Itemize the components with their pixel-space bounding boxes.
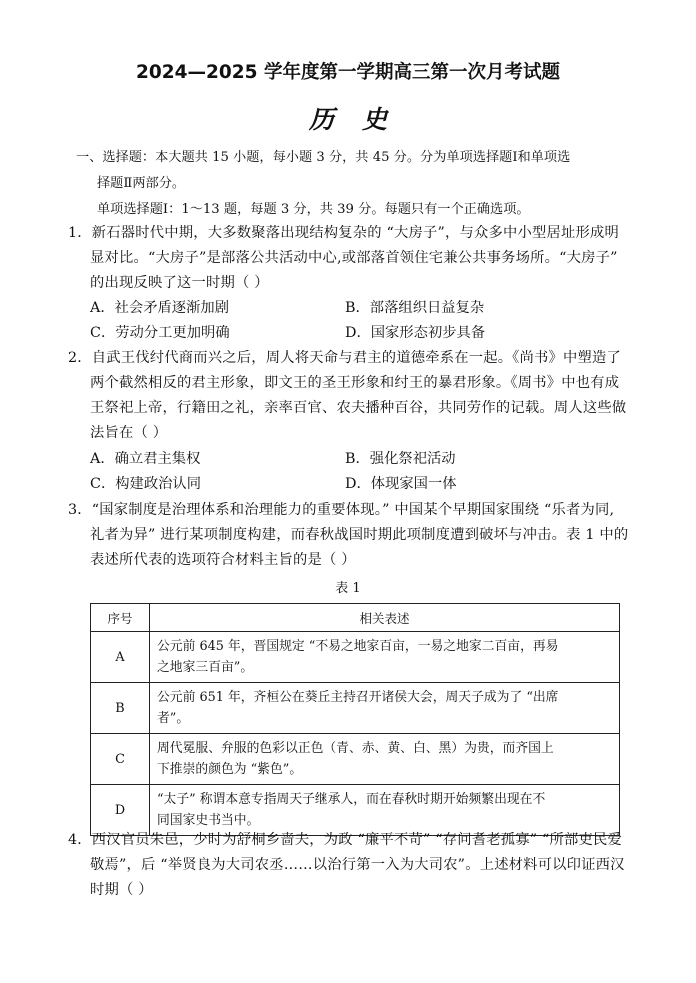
q2-option-d: D．体现家国一体: [345, 476, 457, 492]
q2-option-c: C．构建政治认同: [90, 476, 202, 492]
table-header-cell: 相关表述: [150, 604, 620, 632]
q1-option-d: D．国家形态初步具备: [345, 325, 486, 341]
table-header-row: [91, 604, 620, 632]
q1-line: 的出现反映了这一时期（ ）: [90, 275, 269, 291]
exam-title: 2024—2025 学年度第一学期高三第一次月考试题: [136, 62, 560, 83]
table-row: [91, 632, 620, 683]
q1-option-c: C．劳动分工更加明确: [90, 325, 230, 341]
table-header-cell: 序号: [91, 604, 150, 632]
section-heading: 一、选择题：本大题共 15 小题，每小题 3 分，共 45 分。分为单项选择题Ⅰ和单项选: [76, 150, 571, 165]
q4-line: 时期（ ）: [90, 882, 153, 898]
q2-line: 2．自武王伐纣代商而兴之后，周人将天命与君主的道德牵系在一起。《尚书》中塑造了: [68, 350, 622, 366]
table-row-key: B: [91, 683, 150, 734]
q2-option-a: A．确立君主集权: [90, 451, 201, 467]
table-row-text: [150, 785, 620, 836]
sub-heading: 单项选择题Ⅰ：1～13 题，每题 3 分，共 39 分。每题只有一个正确选项。: [97, 202, 530, 217]
table-row-text: [150, 632, 620, 683]
table-row-key: A: [91, 632, 150, 683]
table-row-key: D: [91, 785, 150, 836]
table-row-text-line: 公元前 651 年，齐桓公在葵丘主持召开诸侯大会，周天子成为了 “出席: [157, 690, 559, 705]
table-1: [90, 603, 620, 836]
table-caption: 表 1: [335, 581, 361, 596]
table-row-text-line: 周代冕服、弁服的色彩以正色（青、赤、黄、白、黑）为贵，而齐国上: [157, 741, 554, 756]
q2-option-b: B．强化祭祀活动: [345, 451, 456, 467]
table-row: [91, 785, 620, 836]
table-row-text-line: 公元前 645 年，晋国规定 “不易之地家百亩，一易之地家二百亩，再易: [157, 639, 559, 654]
q1-option-a: A．社会矛盾逐渐加剧: [90, 300, 229, 316]
q1-line: 显对比。“大房子”是部落公共活动中心,或部落首领住宅兼公共事务场所。“大房子”: [90, 250, 618, 266]
q3-line: 3．“国家制度是治理体系和治理能力的重要体现。” 中国某个早期国家围绕 “乐者为同,: [68, 502, 615, 518]
subject-title: 历史: [308, 105, 415, 134]
q1-option-b: B．部落组织日益复杂: [345, 300, 485, 316]
table-row-text-line: 者”。: [157, 711, 190, 726]
table-row-key: C: [91, 734, 150, 785]
section-heading-cont: 择题Ⅱ两部分。: [97, 176, 186, 191]
q4-line: 敬焉”，后 “举贤良为大司农丞……以治行第一入为大司农”。上述材料可以印证西汉: [90, 857, 625, 873]
table-row-text-line: “太子” 称谓本意专指周天子继承人，而在春秋时期开始频繁出现在不: [157, 792, 546, 807]
table-row: [91, 683, 620, 734]
q3-line: 礼者为异” 进行某项制度构建，而春秋战国时期此项制度遭到破坏与冲击。表 1 中的: [90, 527, 629, 543]
table-row: [91, 734, 620, 785]
q3-line: 表述所代表的选项符合材料主旨的是（ ）: [90, 552, 356, 568]
table-row-text: [150, 683, 620, 734]
table-row-text-line: 同国家史书当中。: [157, 813, 260, 828]
q2-line: 法旨在（ ）: [90, 425, 168, 441]
q4-line: 4．西汉官员朱邑，少时为舒桐乡啬夫，为政 “廉平不苛” “存问耆老孤寡” “所部吏民爱: [68, 832, 622, 848]
q2-line: 两个截然相反的君主形象，即文王的圣王形象和纣王的暴君形象。《周书》中也有成: [90, 375, 620, 391]
q1-line: 1．新石器时代中期，大多数聚落出现结构复杂的 “大房子”，与众多中小型居址形成明: [68, 225, 619, 241]
table-row-text: [150, 734, 620, 785]
q2-line: 王祭祀上帝，行籍田之礼，亲率百官、农夫播种百谷，共同劳作的记载。周人这些做: [90, 400, 627, 416]
table-row-text-line: 之地家三百亩”。: [157, 660, 254, 675]
table-row-text-line: 下推崇的颜色为 “紫色”。: [157, 762, 303, 777]
